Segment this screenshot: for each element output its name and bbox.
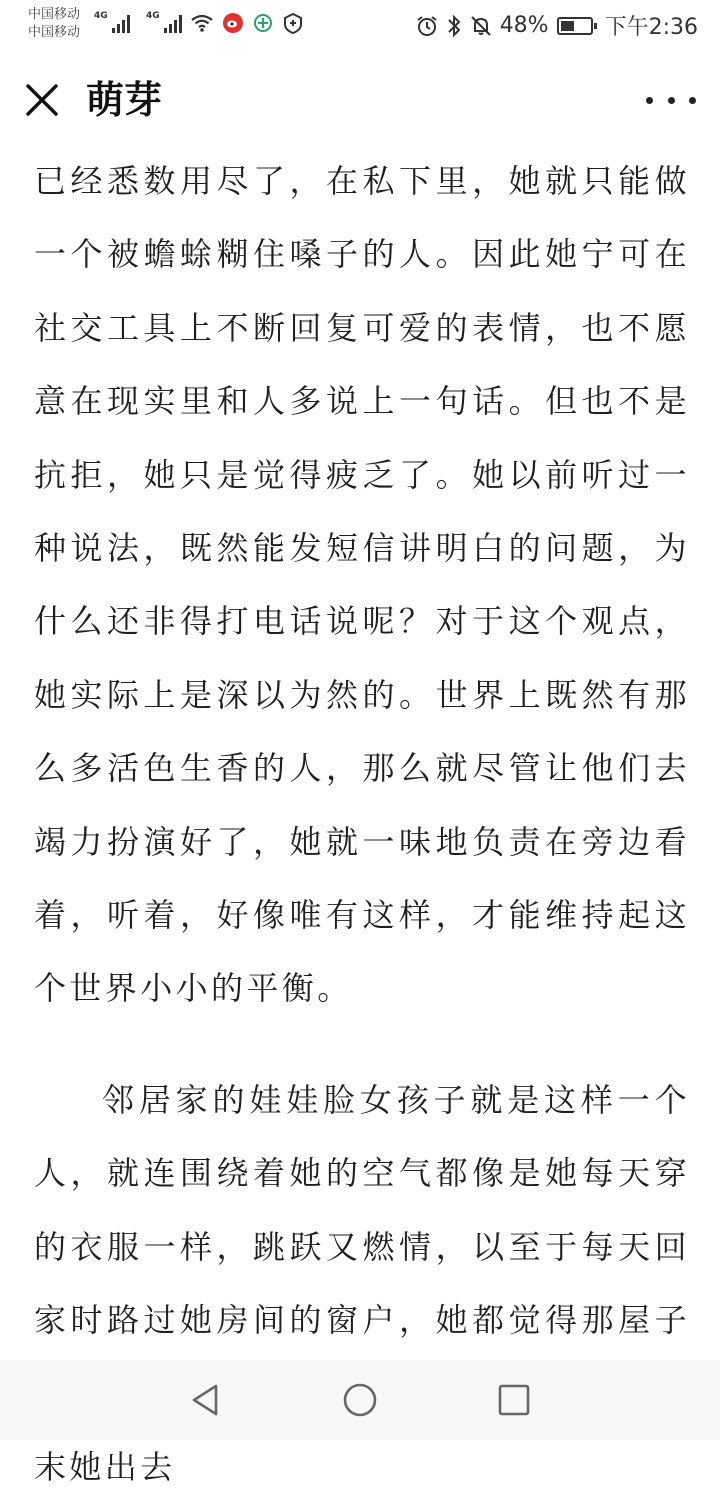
weibo-icon	[222, 12, 244, 34]
article-body	[34, 150, 690, 1486]
clock: 下午2:36	[604, 15, 698, 40]
page-title: 萌芽	[86, 78, 163, 122]
status-right-icons	[416, 10, 698, 41]
article-paragraph: 已经悉数用尽了，在私下里，她就只能做一个被蟾蜍糊住嗓子的人。因此她宁可在社交工具上不断回复可爱的表情，也不愿意在现实里和人多说上一句话。但也不是抗拒，她只是觉得疲乏了。她以前听过一种说法，既然能发短信讲明白的问题，为什么还非得打电话说呢？对于这个观点，她实际上是深以为然的。世界上既然有那么多活色生香的人，那么就尽管让他们去竭力扮演好了，她就一味地负责在旁边看着，听着，好像唯有这样，才能维持起这个世界小小的平衡。	[34, 162, 690, 1008]
wifi-icon	[190, 13, 214, 33]
bluetooth-icon	[446, 14, 462, 38]
battery-percent: 48%	[499, 13, 549, 38]
carrier-1: 中国移动	[28, 7, 81, 22]
network-type-1: 4G	[94, 11, 108, 21]
shield-icon	[282, 12, 304, 34]
navigation-bar	[0, 1360, 720, 1440]
alarm-icon	[416, 15, 438, 37]
battery-icon	[557, 17, 593, 35]
home-icon[interactable]	[342, 1382, 378, 1418]
carrier-2: 中国移动	[28, 25, 81, 40]
status-bar	[0, 0, 720, 50]
title-bar	[0, 50, 720, 150]
mute-icon	[470, 15, 492, 37]
more-icon[interactable]	[646, 82, 696, 118]
close-icon[interactable]	[22, 80, 62, 120]
signal-icon	[96, 13, 130, 33]
status-left-icons	[96, 12, 304, 34]
back-icon[interactable]	[188, 1382, 224, 1418]
network-type-2: 4G	[146, 11, 160, 21]
signal-icon	[148, 13, 182, 33]
app-icon	[252, 12, 274, 34]
article-paragraph: 邻居家的娃娃脸女孩子就是这样一个人，就连围绕着她的空气都像是她每天穿的衣服一样，跳跃又燃情，以至于每天回家时路过她房间的窗户，她都觉得那屋子 末她出去	[34, 1080, 690, 1486]
carrier-labels	[28, 6, 80, 42]
recent-apps-icon[interactable]	[496, 1382, 532, 1418]
